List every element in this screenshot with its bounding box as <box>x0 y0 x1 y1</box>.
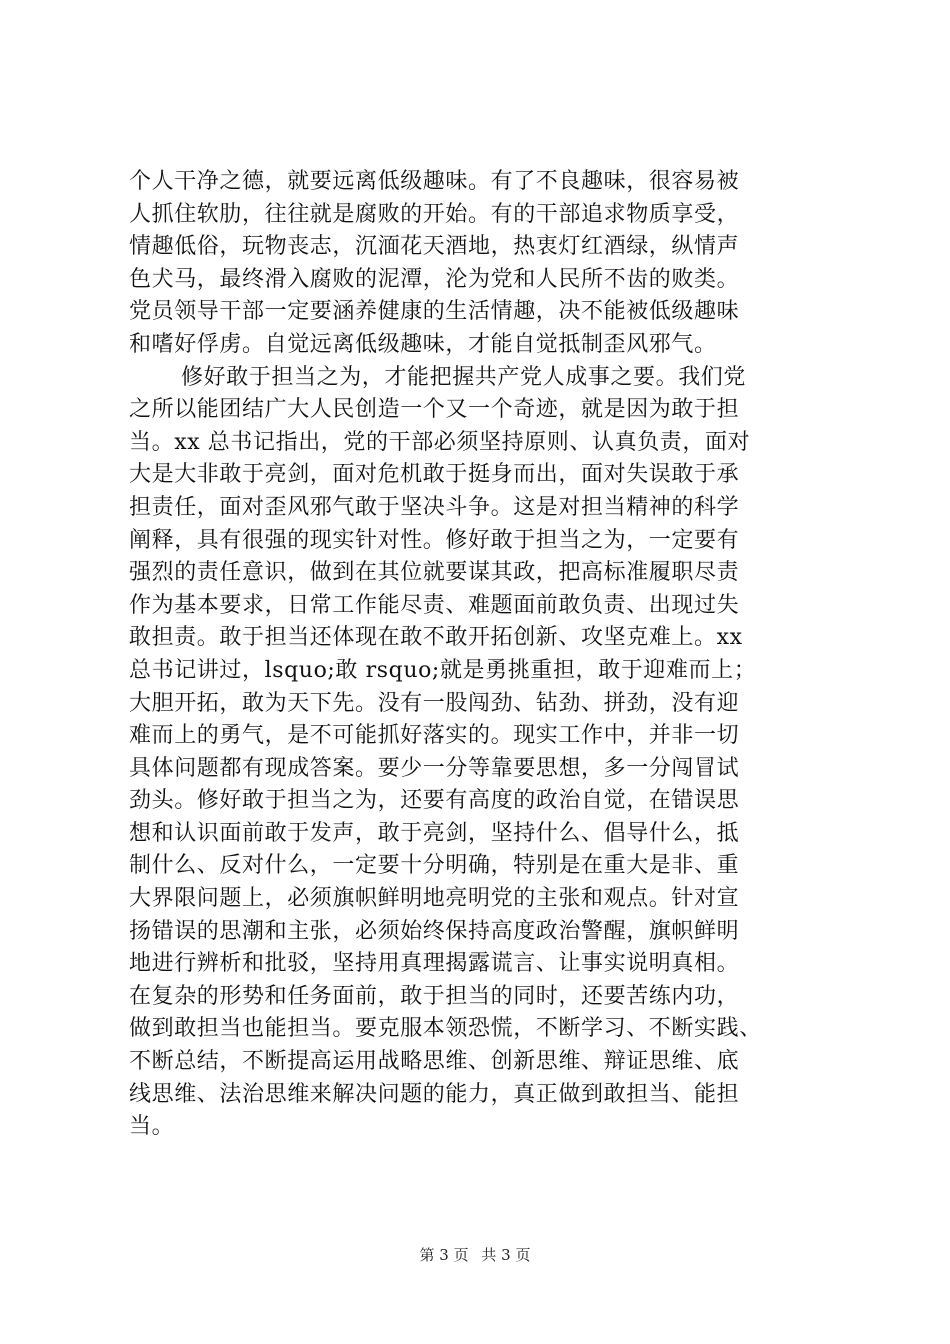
text-line: 阐释，具有很强的现实针对性。修好敢于担当之为，一定要有 <box>129 527 740 553</box>
text-line: 情趣低俗，玩物丧志，沉湎花天酒地，热衷灯红酒绿，纵情声 <box>129 234 740 260</box>
text-line: 作为基本要求，日常工作能尽责、难题面前敢负责、出现过失 <box>129 592 740 618</box>
text-line: 人抓住软肋，往往就是腐败的开始。有的干部追求物质享受， <box>129 201 740 227</box>
text-line: 大界限问题上，必须旗帜鲜明地亮明党的主张和观点。针对宣 <box>129 886 740 912</box>
page-footer <box>0 1244 950 1265</box>
text-line: 当。 <box>129 1114 175 1140</box>
text-line: 强烈的责任意识，做到在其位就要谋其政，把高标准履职尽责 <box>129 560 740 586</box>
text-line: 地进行辨析和批驳，坚持用真理揭露谎言、让事实说明真相。 <box>129 951 740 977</box>
text-line: 担责任，面对歪风邪气敢于坚决斗争。这是对担当精神的科学 <box>129 494 740 520</box>
text-line: 制什么、反对什么，一定要十分明确，特别是在重大是非、重 <box>129 853 740 879</box>
text-line: 党员领导干部一定要涵养健康的生活情趣，决不能被低级趣味 <box>129 299 740 325</box>
text-line: 线思维、法治思维来解决问题的能力，真正做到敢担当、能担 <box>129 1081 740 1107</box>
text-line: 之所以能团结广大人民创造一个又一个奇迹，就是因为敢于担 <box>129 397 740 423</box>
body-text <box>129 166 849 1144</box>
text-line: 大是大非敢于亮剑，面对危机敢于挺身而出，面对失误敢于承 <box>129 462 740 488</box>
paragraph-start-line: 修好敢于担当之为，才能把握共产党人成事之要。我们党 <box>181 364 747 390</box>
text-line: 敢担责。敢于担当还体现在敢不敢开拓创新、攻坚克难上。xx <box>129 625 743 651</box>
text-line: 当。xx 总书记指出，党的干部必须坚持原则、认真负责，面对 <box>129 429 751 455</box>
text-line: 色犬马，最终滑入腐败的泥潭，沦为党和人民所不齿的败类。 <box>129 266 740 292</box>
text-line: 在复杂的形势和任务面前，敢于担当的同时，还要苦练内功， <box>129 983 740 1009</box>
text-line: 劲头。修好敢于担当之为，还要有高度的政治自觉，在错误思 <box>129 788 740 814</box>
text-line: 做到敢担当也能担当。要克服本领恐慌，不断学习、不断实践、 <box>129 1016 762 1042</box>
text-line: 难而上的勇气，是不可能抓好落实的。现实工作中，并非一切 <box>129 723 740 749</box>
text-line: 扬错误的思潮和主张，必须始终保持高度政治警醒，旗帜鲜明 <box>129 918 740 944</box>
text-line: 具体问题都有现成答案。要少一分等靠要思想，多一分闯冒试 <box>129 755 740 781</box>
page-total: 共 3 页 <box>481 1246 531 1264</box>
text-line: 个人干净之德，就要远离低级趣味。有了不良趣味，很容易被 <box>129 169 740 194</box>
text-line: 和嗜好俘虏。自觉远离低级趣味，才能自觉抵制歪风邪气。 <box>129 331 717 357</box>
text-line: 不断总结，不断提高运用战略思维、创新思维、辩证思维、底 <box>129 1049 740 1075</box>
text-line: 总书记讲过，lsquo;敢 rsquo;就是勇挑重担，敢于迎难而上； <box>129 657 757 683</box>
page-number: 第 3 页 <box>419 1246 469 1264</box>
text-line: 大胆开拓，敢为天下先。没有一股闯劲、钻劲、拼劲，没有迎 <box>129 690 740 716</box>
text-line: 想和认识面前敢于发声，敢于亮剑，坚持什么、倡导什么，抵 <box>129 820 740 846</box>
